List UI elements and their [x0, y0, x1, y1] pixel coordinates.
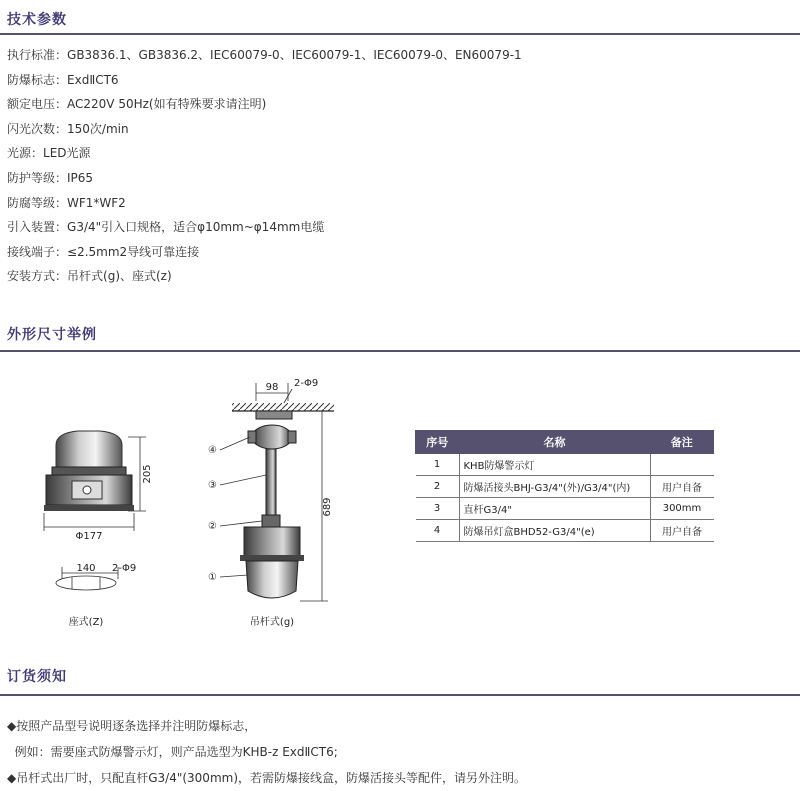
spec-value: LED光源	[43, 146, 91, 161]
spec-row	[7, 68, 522, 93]
seat-lamp-figure	[44, 431, 134, 511]
callout-2: ②	[208, 521, 217, 532]
table-header-row	[416, 431, 714, 454]
section-divider	[0, 694, 800, 696]
spec-row	[7, 92, 522, 117]
spec-label: 安装方式：	[7, 269, 68, 284]
callout-3: ③	[208, 480, 217, 491]
order-notes	[7, 713, 526, 791]
table-cell: 1	[416, 454, 460, 476]
seat-holes-label: 2-Φ9	[112, 563, 137, 574]
spec-row	[7, 264, 522, 289]
section-title-tech: 技术参数	[7, 12, 67, 28]
section-title-order: 订货须知	[7, 669, 67, 685]
spec-value: G3/4"引入口规格，适合φ10mm~φ14mm电缆	[67, 220, 325, 235]
spec-value: IP65	[67, 170, 94, 185]
spec-row	[7, 166, 522, 191]
section-title-dims: 外形尺寸举例	[7, 327, 97, 343]
table-header-index: 序号	[416, 431, 460, 454]
spec-label: 防腐等级：	[7, 195, 68, 210]
table-cell: 直杆G3/4"	[459, 498, 650, 520]
spec-value: WF1*WF2	[67, 195, 126, 210]
spec-value: GB3836.1、GB3836.2、IEC60079-0、IEC60079-1、IEC60079-0、EN60079-1	[67, 48, 522, 62]
section-divider	[0, 33, 800, 35]
spec-list	[7, 43, 522, 289]
table-cell: 4	[416, 520, 460, 542]
spec-label: 额定电压：	[7, 97, 68, 112]
spec-value: 吊杆式(g)、座式(z)	[67, 269, 172, 284]
spec-value: ≤2.5mm2导线可靠连接	[67, 244, 200, 259]
table-cell: 防爆活接头BHJ-G3/4"(外)/G3/4"(内)	[459, 476, 650, 498]
spec-value: ExdⅡCT6	[67, 72, 119, 87]
spec-row	[7, 141, 522, 166]
table-cell	[650, 454, 714, 476]
seat-base-width-label: 140	[76, 563, 96, 574]
hang-caption: 吊杆式(g)	[249, 617, 295, 628]
table-row	[416, 454, 714, 476]
spec-row	[7, 43, 522, 68]
hang-holes-label: 2-Φ9	[294, 378, 319, 389]
table-cell: 用户自备	[650, 520, 714, 542]
table-cell: 用户自备	[650, 476, 714, 498]
spec-value: 150次/min	[67, 121, 129, 136]
callout-1: ①	[208, 572, 217, 583]
hanging-lamp-figure	[232, 403, 334, 598]
hang-total-height-label: 689	[322, 497, 333, 517]
spec-label: 执行标准：	[7, 48, 68, 62]
table-cell: 300mm	[650, 498, 714, 520]
table-cell: KHB防爆警示灯	[459, 454, 650, 476]
order-note: ◆吊杆式出厂时，只配直杆G3/4"(300mm)，若需防爆接线盒，防爆活接头等配件，请另外注明。	[7, 771, 527, 785]
spec-label: 防爆标志：	[7, 72, 68, 87]
seat-diameter-label: Φ177	[75, 531, 103, 542]
table-row	[416, 476, 714, 498]
table-header-name: 名称	[459, 431, 650, 454]
table-row	[416, 498, 714, 520]
order-note: ◆按照产品型号说明逐条选择并注明防爆标志，	[7, 719, 257, 733]
spec-label: 接线端子：	[7, 244, 68, 259]
table-cell: 2	[416, 476, 460, 498]
spec-label: 闪光次数：	[7, 121, 68, 136]
hang-width-label: 98	[265, 382, 279, 393]
spec-label: 引入装置：	[7, 220, 68, 235]
callout-4: ④	[208, 445, 217, 456]
spec-label: 光源：	[7, 146, 44, 161]
table-cell: 3	[416, 498, 460, 520]
section-divider	[0, 350, 800, 352]
table-cell: 防爆吊灯盒BHD52-G3/4"(e)	[459, 520, 650, 542]
seat-caption: 座式(Z)	[68, 617, 104, 628]
spec-row	[7, 191, 522, 216]
parts-table	[415, 430, 714, 542]
spec-label: 防护等级：	[7, 170, 68, 185]
table-row	[416, 520, 714, 542]
spec-row	[7, 240, 522, 265]
spec-row	[7, 215, 522, 240]
spec-row	[7, 117, 522, 142]
table-header-note: 备注	[650, 431, 714, 454]
order-note: 例如：需要座式防爆警示灯，则产品选型为KHB-z ExdⅡCT6;	[7, 745, 338, 759]
seat-height-label: 205	[142, 464, 153, 484]
spec-value: AC220V 50Hz(如有特殊要求请注明)	[67, 97, 267, 112]
